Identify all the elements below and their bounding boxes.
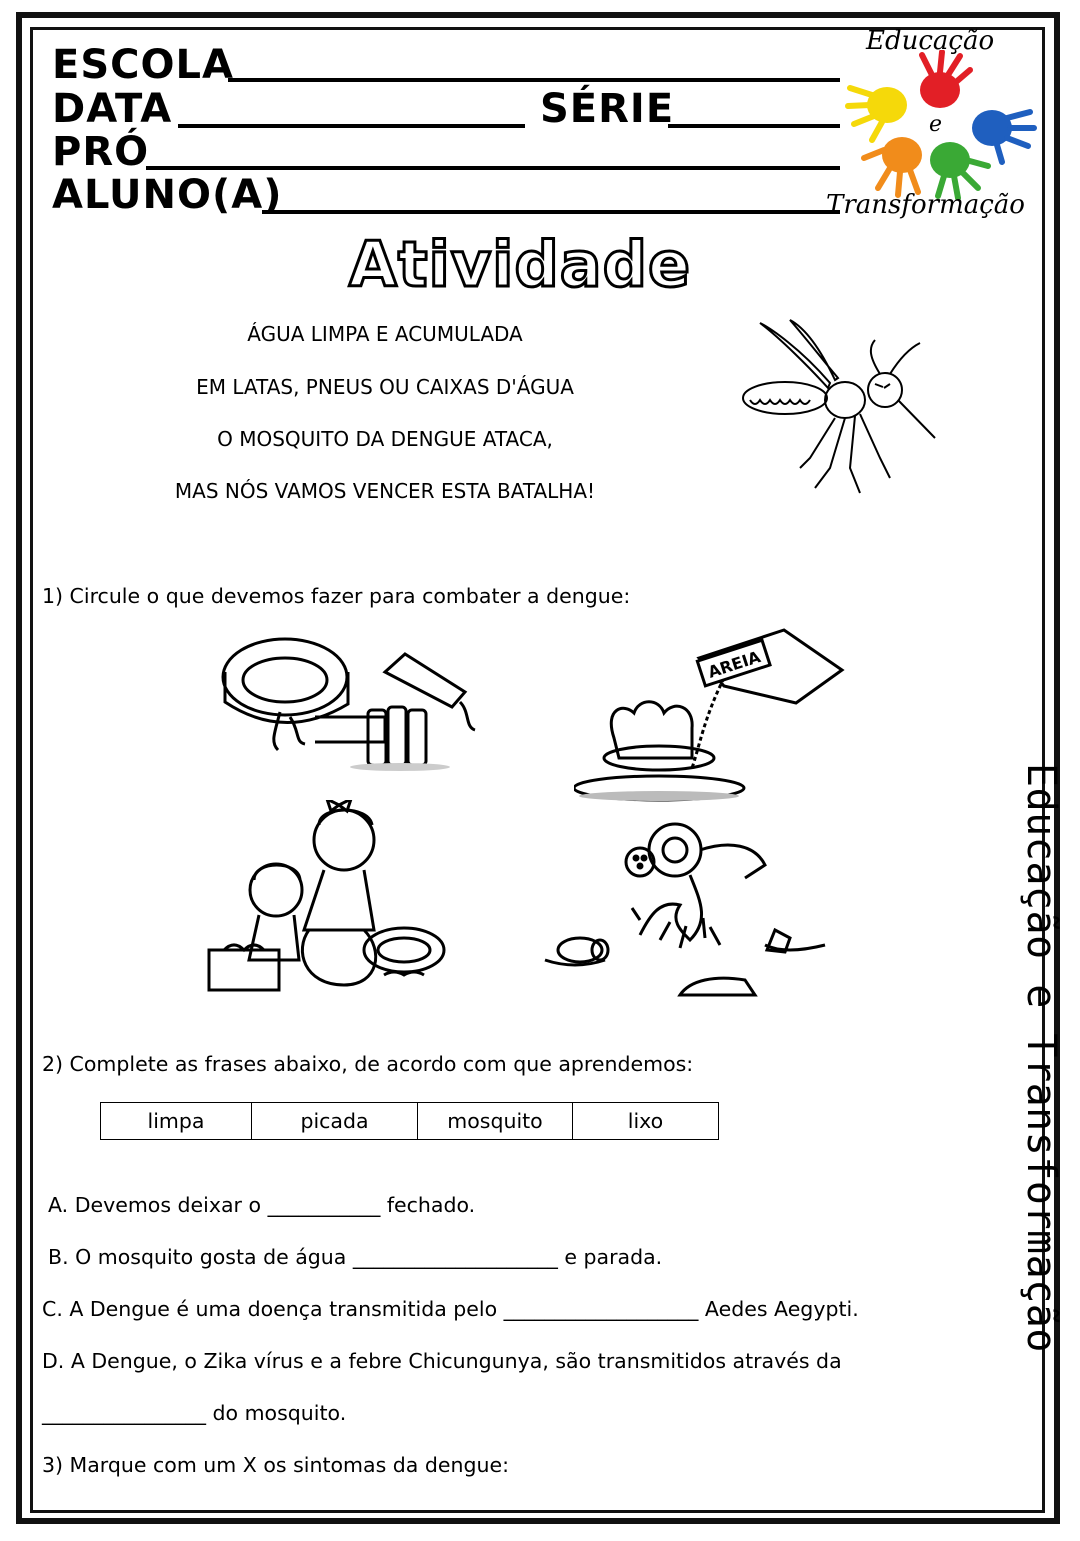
serie-line[interactable] — [668, 124, 840, 128]
data-line[interactable] — [178, 124, 525, 128]
pro-label: PRÓ — [52, 129, 150, 175]
bag-label: AREIA — [705, 647, 763, 682]
mosquito-icon — [740, 318, 940, 503]
sentence-c[interactable]: C. A Dengue é uma doença transmitida pelo ___________________ Aedes Aegypti. — [42, 1297, 859, 1321]
escola-label: ESCOLA — [52, 42, 234, 88]
logo-mid-text: e — [929, 112, 943, 137]
word-bank-item: limpa — [101, 1103, 252, 1139]
escola-line[interactable] — [228, 78, 840, 82]
page-title: Atividade — [348, 228, 692, 301]
question-2: 2) Complete as frases abaixo, de acordo com que aprendemos: — [42, 1052, 694, 1076]
aluno-line[interactable] — [262, 210, 840, 214]
question-3: 3) Marque com um X os sintomas da dengue: — [42, 1453, 509, 1477]
sentence-d-line-1: D. A Dengue, o Zika vírus e a febre Chicungunya, são transmitidos através da — [42, 1349, 842, 1373]
children-collecting-trash-illustration — [204, 800, 449, 995]
word-bank-item: picada — [252, 1103, 418, 1139]
yellow-hand-icon — [848, 87, 907, 140]
orange-hand-icon — [864, 137, 922, 195]
serie-label: SÉRIE — [540, 86, 675, 132]
blue-hand-icon — [972, 110, 1034, 162]
red-hand-icon — [920, 52, 970, 108]
word-bank-item: mosquito — [418, 1103, 573, 1139]
sentence-a[interactable]: A. Devemos deixar o ___________ fechado. — [48, 1193, 476, 1217]
question-1: 1) Circule o que devemos fazer para combater a dengue: — [42, 584, 631, 608]
word-bank-item: lixo — [627, 1109, 664, 1133]
sentence-b[interactable]: B. O mosquito gosta de água ____________________ e parada. — [48, 1245, 663, 1269]
sentence-d-line-2[interactable]: ________________ do mosquito. — [42, 1401, 347, 1425]
side-text: Educação e Transformação — [1018, 763, 1064, 1353]
side-vertical-text — [1004, 763, 1080, 1418]
poem-line-1: ÁGUA LIMPA E ACUMULADA — [247, 322, 523, 346]
poem-line-4: MAS NÓS VAMOS VENCER ESTA BATALHA! — [174, 479, 596, 503]
word-bank — [100, 1102, 719, 1140]
logo-bottom-text: Transformação — [826, 190, 1025, 220]
aluno-label: ALUNO(A) — [52, 172, 283, 218]
tire-and-bottles-illustration — [220, 632, 485, 772]
pro-line[interactable] — [146, 166, 840, 170]
data-label: DATA — [52, 86, 173, 132]
sand-on-plant-pot-illustration — [574, 628, 849, 803]
poem-line-3: O MOSQUITO DA DENGUE ATACA, — [217, 427, 553, 451]
poem-line-2: EM LATAS, PNEUS OU CAIXAS D'ÁGUA — [196, 375, 574, 399]
logo-top-text: Educação — [866, 26, 995, 56]
insecticide-spraying-illustration — [540, 820, 830, 1005]
